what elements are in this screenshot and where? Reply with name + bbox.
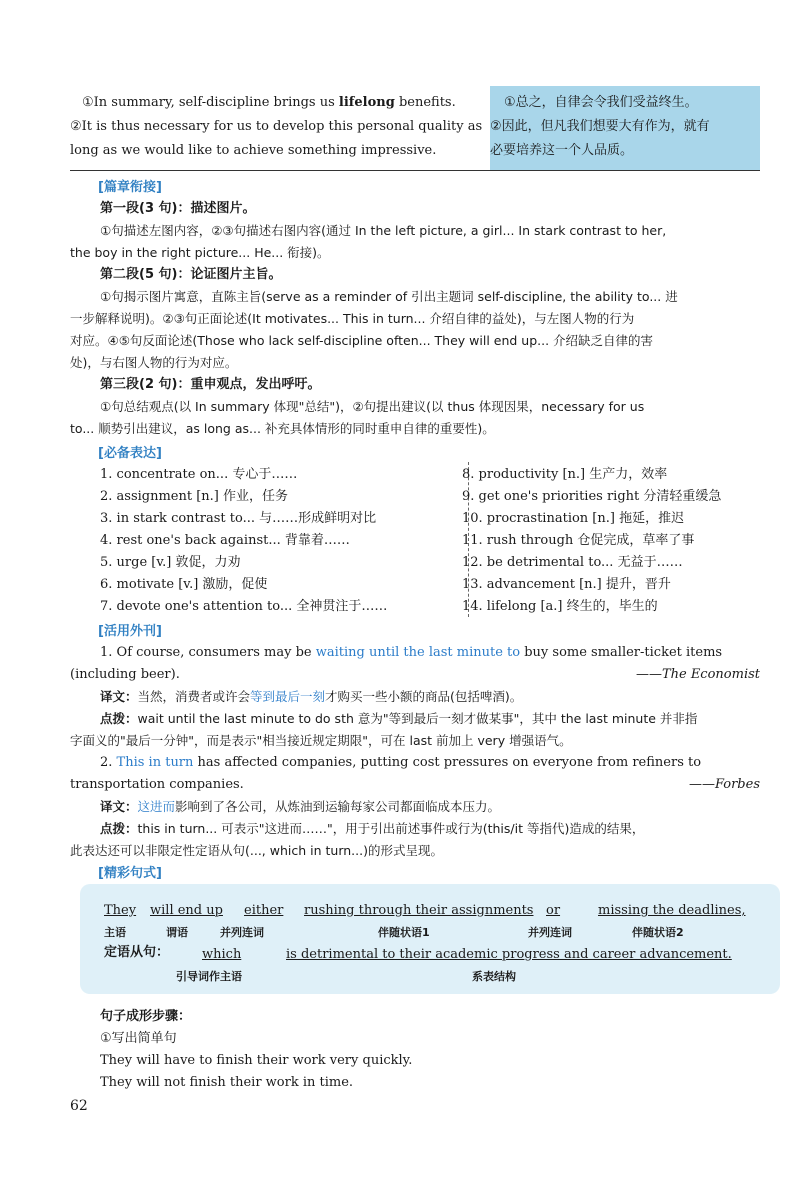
steps-line-2: They will have to finish their work very quickly. bbox=[100, 1053, 413, 1068]
summary-line-2: ②It is thus necessary for us to develop this personal quality as bbox=[70, 119, 483, 134]
summary-english bbox=[70, 86, 488, 170]
usage-example-2-source: ——Forbes bbox=[688, 777, 760, 792]
usage-example-1-source: ——The Economist bbox=[635, 667, 760, 682]
analysis-word-detrimental: is detrimental to their academic progress and career advancement. bbox=[286, 947, 732, 962]
para3-title: 第三段(2 句)：重申观点，发出呼吁。 bbox=[100, 377, 321, 392]
expression-item: 3. in stark contrast to... 与……形成鲜明对比 bbox=[100, 511, 377, 526]
expression-item: 14. lifelong [a.] 终生的，毕生的 bbox=[462, 599, 658, 614]
expressions-right-list bbox=[462, 464, 721, 618]
analysis-tag-adverbial-2: 伴随状语2 bbox=[632, 926, 684, 939]
para3-line-2: to... 顺势引出建议，as long as... 补充具体情形的同时重申自律的重要性)。 bbox=[70, 421, 495, 436]
usage-example-2-tip: 点拨：this in turn... 可表示"这进而……"，用于引出前述事件或行为(this/it 等指代)造成的结果， bbox=[100, 821, 645, 836]
sentence-analysis-box bbox=[80, 884, 780, 994]
usage-example-1-tip: 点拨：wait until the last minute to do sth 意为"等到最后一刻才做某事"，其中 the last minute 并非指 bbox=[100, 711, 698, 726]
analysis-word-either: either bbox=[244, 903, 284, 918]
para2-title: 第二段(5 句)：论证图片主旨。 bbox=[100, 267, 282, 282]
analysis-tag-adverbial-1: 伴随状语1 bbox=[378, 926, 430, 939]
expression-item: 13. advancement [n.] 提升，晋升 bbox=[462, 577, 671, 592]
summary-zh-line-2: ②因此，但凡我们想要大有作为，就有 bbox=[490, 119, 710, 134]
page-number: 62 bbox=[70, 1098, 88, 1114]
analysis-word-rushing: rushing through their assignments bbox=[304, 903, 534, 918]
usage-example-2-tip-line-2: 此表达还可以非限定性定语从句(..., which in turn...)的形式呈现。 bbox=[70, 843, 443, 858]
section-head-sentence: [精彩句式] bbox=[98, 866, 162, 881]
para2-line-1: ①句揭示图片寓意，直陈主旨(serve as a reminder of 引出主题词 self-discipline, the ability to... 进 bbox=[100, 289, 678, 304]
analysis-word-missing: missing the deadlines, bbox=[598, 903, 746, 918]
expression-item: 4. rest one's back against... 背靠着…… bbox=[100, 533, 350, 548]
summary-box bbox=[70, 86, 760, 171]
analysis-word-or: or bbox=[546, 903, 561, 918]
expression-item: 11. rush through 仓促完成，草率了事 bbox=[462, 533, 695, 548]
summary-chinese bbox=[490, 86, 760, 170]
summary-line-3: long as we would like to achieve something impressive. bbox=[70, 143, 437, 158]
steps-line-1: ①写出简单句 bbox=[100, 1031, 177, 1046]
analysis-word-predicate: will end up bbox=[150, 903, 223, 918]
analysis-tag-predicate: 谓语 bbox=[166, 926, 188, 939]
section-head-usage: [活用外刊] bbox=[98, 624, 162, 639]
expression-item: 5. urge [v.] 敦促，力劝 bbox=[100, 555, 241, 570]
expression-item: 12. be detrimental to... 无益于…… bbox=[462, 555, 683, 570]
section-head-link: [篇章衔接] bbox=[98, 180, 162, 195]
summary-line-1: ①In summary, self-discipline brings us lifelong benefits. bbox=[82, 95, 456, 110]
steps-line-3: They will not finish their work in time. bbox=[100, 1075, 354, 1090]
steps-title: 句子成形步骤： bbox=[100, 1009, 192, 1024]
expression-item: 9. get one's priorities right 分清轻重缓急 bbox=[462, 489, 722, 504]
para1-title: 第一段(3 句)：描述图片。 bbox=[100, 201, 256, 216]
para2-line-3: 对应。④⑤句反面论述(Those who lack self-discipline often... They will end up... 介绍缺乏自律的害 bbox=[70, 333, 654, 348]
expression-item: 7. devote one's attention to... 全神贯注于…… bbox=[100, 599, 388, 614]
analysis-tag-conj: 并列连词 bbox=[220, 926, 264, 939]
analysis-tag-subject: 主语 bbox=[104, 926, 126, 939]
analysis-word-which: which bbox=[202, 947, 242, 962]
usage-example-2-line-2: transportation companies. bbox=[70, 777, 244, 792]
usage-example-2: 2. This in turn has affected companies, putting cost pressures on everyone from refiners to bbox=[100, 755, 702, 770]
analysis-tag-conj-2: 并列连词 bbox=[528, 926, 572, 939]
expression-item: 6. motivate [v.] 激励，促使 bbox=[100, 577, 268, 592]
expressions-left-list bbox=[100, 464, 387, 618]
para2-line-2: 一步解释说明)。②③句正面论述(It motivates... This in turn... 介绍自律的益处)，与左图人物的行为 bbox=[70, 311, 635, 326]
analysis-clause-label: 定语从句： bbox=[104, 945, 170, 960]
summary-zh-line-3: 必要培养这一个人品质。 bbox=[490, 143, 634, 158]
expression-item: 8. productivity [n.] 生产力，效率 bbox=[462, 467, 668, 482]
para1-line-1: ①句描述左图内容，②③句描述右图内容(通过 In the left picture, a girl... In stark contrast to her, bbox=[100, 223, 667, 238]
analysis-word-subject: They bbox=[104, 903, 137, 918]
usage-example-1-tip-line-2: 字面义的"最后一分钟"，而是表示"相当接近规定期限"，可在 last 前加上 very 增强语气。 bbox=[70, 733, 572, 748]
para1-line-2: the boy in the right picture... He... 衔接)。 bbox=[70, 245, 330, 260]
usage-example-1-translation: 译文：当然，消费者或许会等到最后一刻才购买一些小额的商品(包括啤酒)。 bbox=[100, 689, 523, 704]
usage-example-2-translation: 译文：这进而影响到了各公司，从炼油到运输每家公司都面临成本压力。 bbox=[100, 799, 501, 814]
analysis-tag-linking: 系表结构 bbox=[472, 970, 516, 983]
para2-line-4: 处)，与右图人物的行为对应。 bbox=[70, 355, 238, 370]
summary-zh-line-1: ①总之，自律会令我们受益终生。 bbox=[504, 95, 698, 110]
para3-line-1: ①句总结观点(以 In summary 体现"总结")，②句提出建议(以 thus 体现因果，necessary for us bbox=[100, 399, 645, 414]
analysis-tag-relative: 引导词作主语 bbox=[176, 970, 242, 983]
usage-example-1-line-2: (including beer). bbox=[70, 667, 180, 682]
expression-item: 10. procrastination [n.] 拖延，推迟 bbox=[462, 511, 685, 526]
expression-item: 1. concentrate on... 专心于…… bbox=[100, 467, 298, 482]
usage-example-1: 1. Of course, consumers may be waiting until the last minute to buy some smaller-ticket items bbox=[100, 645, 723, 660]
expression-item: 2. assignment [n.] 作业，任务 bbox=[100, 489, 289, 504]
section-head-expressions: [必备表达] bbox=[98, 446, 162, 461]
